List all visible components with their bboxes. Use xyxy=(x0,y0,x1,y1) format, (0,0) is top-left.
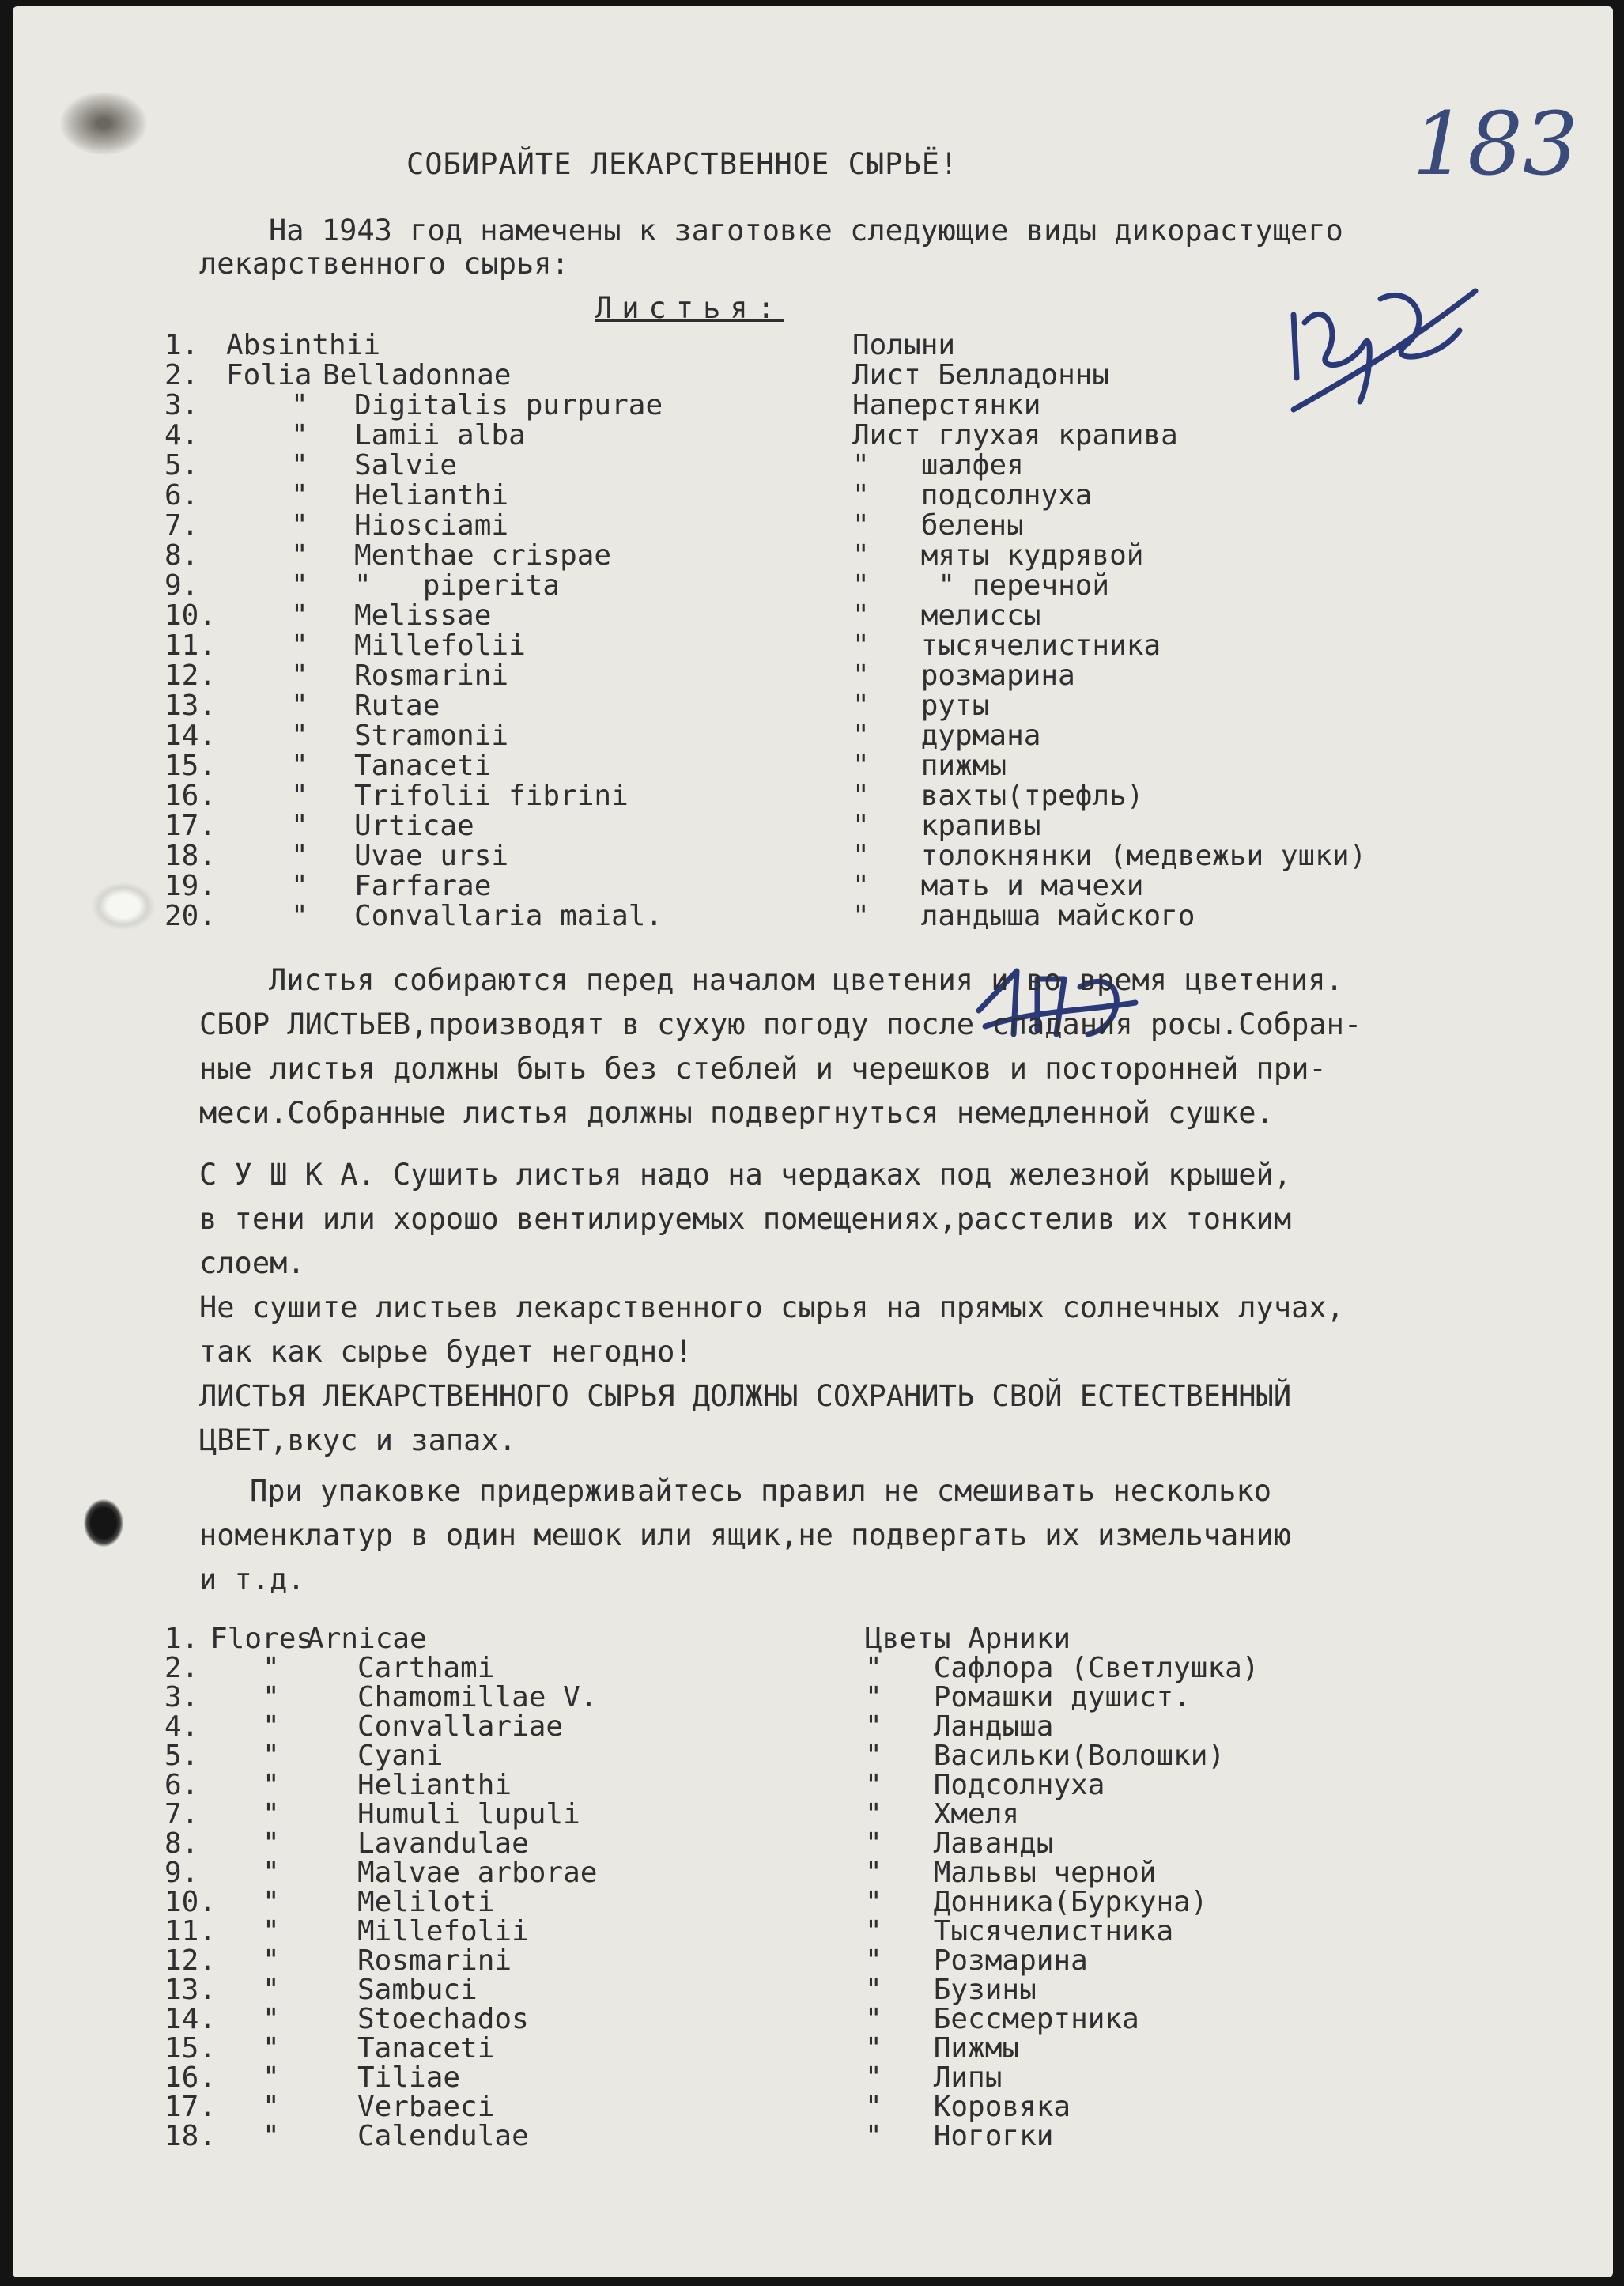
item-latin-name: Convallariae xyxy=(357,1710,564,1743)
item-ditto: " xyxy=(262,1798,280,1831)
item-russian-name: " Донника(Буркуна) xyxy=(865,1886,1208,1918)
item-number: 3. xyxy=(164,1681,199,1714)
item-number: 11. xyxy=(164,629,217,662)
item-latin-name: Verbaeci xyxy=(357,2091,495,2123)
item-number: 15. xyxy=(164,2032,217,2065)
leaves-row xyxy=(13,810,1594,840)
item-number: 6. xyxy=(164,1769,199,1801)
item-number: 3. xyxy=(164,389,199,421)
item-russian-name: " белены xyxy=(852,509,1024,542)
item-number: 19. xyxy=(164,870,217,902)
item-number: 7. xyxy=(164,1798,199,1831)
flowers-row xyxy=(13,1915,1594,1948)
item-latin-name: Uvae ursi xyxy=(354,840,509,872)
item-latin-name: Meliloti xyxy=(357,1886,495,1918)
item-russian-name: " Мальвы черной xyxy=(865,1857,1157,1889)
item-russian-name: " Хмеля xyxy=(865,1798,1020,1831)
item-russian-name: " Ногогки xyxy=(865,2120,1054,2152)
leaves-row xyxy=(13,509,1594,542)
leaves-row xyxy=(13,780,1594,810)
item-latin-name: Rosmarini xyxy=(357,1944,512,1977)
item-ditto: " xyxy=(262,1740,280,1772)
item-russian-name: " розмарина xyxy=(852,659,1075,692)
item-latin-name: Carthami xyxy=(357,1652,495,1684)
item-number: 8. xyxy=(164,539,199,572)
item-latin-name: Calendulae xyxy=(357,2120,529,2152)
item-ditto: " xyxy=(291,449,308,482)
leaves-heading: Листья: xyxy=(595,291,784,325)
item-russian-name: " шалфея xyxy=(852,449,1024,482)
item-number: 12. xyxy=(164,659,217,692)
flowers-row xyxy=(13,2061,1594,2094)
leaves-row xyxy=(13,690,1594,720)
item-number: 12. xyxy=(164,1944,217,1977)
item-number: 1. xyxy=(164,1623,199,1655)
item-russian-name: " ландыша майского xyxy=(852,900,1195,932)
item-ditto: " xyxy=(262,1710,280,1743)
item-russian-name: " Подсолнуха xyxy=(865,1769,1105,1801)
packing-text-1: При упаковке придерживайтесь правил не смешивать несколько xyxy=(250,1474,1272,1508)
intro-line-2: лекарственного сырья: xyxy=(199,247,569,281)
item-latin-name: Trifolii fibrini xyxy=(354,780,629,812)
leaves-row xyxy=(13,870,1594,900)
item-number: 5. xyxy=(164,449,199,482)
item-latin-name: Tiliae xyxy=(357,2061,461,2094)
packing-text-2: номенклатур в один мешок или ящик,не подвергать их измельчанию xyxy=(199,1518,1292,1552)
item-prefix: Folia xyxy=(226,359,312,391)
leaves-row xyxy=(13,599,1594,632)
item-latin-name: Helianthi xyxy=(357,1769,512,1801)
flowers-row xyxy=(13,1798,1594,1831)
item-latin-name: Millefolii xyxy=(357,1915,529,1948)
item-russian-name: " крапивы xyxy=(852,810,1041,842)
item-ditto: " xyxy=(262,1886,280,1918)
item-latin-name: Salvie xyxy=(354,449,458,482)
drying-text-5: так как сырье будет негодно! xyxy=(199,1335,693,1369)
flowers-row xyxy=(13,1857,1594,1887)
item-latin-name: Helianthi xyxy=(354,479,509,512)
leaves-row xyxy=(13,629,1594,662)
item-russian-name: " подсолнуха xyxy=(852,479,1093,512)
item-number: 10. xyxy=(164,1886,217,1918)
item-ditto: " xyxy=(291,419,308,452)
leaves-row xyxy=(13,539,1594,572)
item-ditto: " xyxy=(262,1681,280,1714)
item-ditto: " xyxy=(291,810,308,842)
item-russian-name: " " перечной xyxy=(852,569,1110,602)
flowers-row xyxy=(13,1769,1594,1799)
item-number: 20. xyxy=(164,900,217,932)
item-russian-name: Наперстянки xyxy=(852,389,1041,421)
drying-text-3: слоем. xyxy=(199,1246,305,1280)
item-latin-name: Urticae xyxy=(354,810,474,842)
item-latin-name: Sambuci xyxy=(357,1974,478,2006)
item-latin-name: Rutae xyxy=(354,690,440,722)
ink-stain xyxy=(60,92,147,155)
item-latin-name: Lavandulae xyxy=(357,1827,529,1860)
item-ditto: " xyxy=(291,720,308,752)
item-latin-name: Cyani xyxy=(357,1740,444,1772)
item-number: 18. xyxy=(164,2120,217,2152)
flowers-row xyxy=(13,2032,1594,2065)
flowers-row xyxy=(13,1681,1594,1714)
item-russian-name: " дурмана xyxy=(852,720,1041,752)
drying-text-4: Не сушите листьев лекарственного сырья на прямых солнечных лучах, xyxy=(199,1290,1344,1324)
item-number: 17. xyxy=(164,2091,217,2123)
item-number: 8. xyxy=(164,1827,199,1860)
item-russian-name: " толокнянки (медвежьи ушки) xyxy=(852,840,1367,872)
item-latin-name: Stramonii xyxy=(354,720,509,752)
item-ditto: " xyxy=(262,1769,280,1801)
item-russian-name: Лист Белладонны xyxy=(852,359,1110,391)
item-latin-name: Arnicae xyxy=(307,1623,427,1655)
item-number: 4. xyxy=(164,419,199,452)
item-number: 9. xyxy=(164,1857,199,1889)
item-latin-name: Tanaceti xyxy=(357,2032,495,2065)
item-latin-name: Chamomillae V. xyxy=(357,1681,598,1714)
item-ditto: " xyxy=(291,509,308,542)
leaves-row xyxy=(13,840,1594,870)
item-number: 9. xyxy=(164,569,199,602)
item-ditto: " xyxy=(291,569,308,602)
item-number: 10. xyxy=(164,599,217,632)
item-russian-name: " мяты кудрявой xyxy=(852,539,1144,572)
item-latin-name: Melissae xyxy=(354,599,492,632)
page-number: 183 xyxy=(1412,93,1578,195)
item-latin-name: Rosmarini xyxy=(354,659,509,692)
item-russian-name: " Липы xyxy=(865,2061,1003,2094)
item-number: 15. xyxy=(164,750,217,782)
flowers-row xyxy=(13,2120,1594,2150)
item-latin-name: Menthae crispae xyxy=(354,539,612,572)
leaves-text-3: ные листья должны быть без стеблей и черешков и посторонней при- xyxy=(199,1052,1327,1086)
item-russian-name: " мать и мачехи xyxy=(852,870,1144,902)
item-ditto: " xyxy=(291,389,308,421)
item-ditto: " xyxy=(291,780,308,812)
item-russian-name: Лист глухая крапива xyxy=(852,419,1178,452)
punch-hole xyxy=(84,1499,123,1547)
item-ditto: " xyxy=(291,870,308,902)
item-number: 2. xyxy=(164,359,199,391)
item-russian-name: " Сафлора (Светлушка) xyxy=(865,1652,1260,1684)
item-number: 13. xyxy=(164,690,217,722)
drying-text-1: С У Ш К А. Сушить листья надо на чердаках под железной крышей, xyxy=(199,1158,1292,1192)
item-number: 1. xyxy=(164,329,199,361)
item-latin-name: Tanaceti xyxy=(354,750,492,782)
item-prefix: Absinthii xyxy=(226,329,381,361)
item-latin-name: Millefolii xyxy=(354,629,526,662)
flowers-row xyxy=(13,1652,1594,1682)
item-russian-name: " Ландыша xyxy=(865,1710,1054,1743)
item-russian-name: Цветы Арники xyxy=(865,1623,1071,1655)
item-ditto: " xyxy=(291,690,308,722)
item-ditto: " xyxy=(262,1857,280,1889)
flowers-row xyxy=(13,2003,1594,2033)
item-latin-name: Belladonnae xyxy=(323,359,512,391)
item-number: 7. xyxy=(164,509,199,542)
item-ditto: " xyxy=(262,2061,280,2094)
item-ditto: " xyxy=(262,1827,280,1860)
item-russian-name: " руты xyxy=(852,690,990,722)
item-ditto: " xyxy=(262,2120,280,2152)
item-ditto: " xyxy=(291,599,308,632)
leaves-text-1: Листья собираются перед началом цветения и во время цветения. xyxy=(269,963,1343,997)
item-ditto: " xyxy=(291,629,308,662)
leaves-row xyxy=(13,479,1594,512)
item-ditto: " xyxy=(262,2032,280,2065)
flowers-row xyxy=(13,1740,1594,1770)
leaves-text-4: меси.Собранные листья должны подвергнуться немедленной сушке. xyxy=(199,1096,1274,1130)
item-russian-name: " Коровяка xyxy=(865,2091,1071,2123)
packing-text-3: и т.д. xyxy=(199,1562,305,1596)
item-number: 14. xyxy=(164,720,217,752)
flowers-row xyxy=(13,1623,1594,1653)
leaves-row xyxy=(13,900,1594,930)
item-number: 2. xyxy=(164,1652,199,1684)
item-number: 11. xyxy=(164,1915,217,1948)
leaves-row xyxy=(13,750,1594,780)
item-number: 5. xyxy=(164,1740,199,1772)
item-ditto: " xyxy=(291,750,308,782)
item-russian-name: " Лаванды xyxy=(865,1827,1054,1860)
item-number: 4. xyxy=(164,1710,199,1743)
item-ditto: " xyxy=(291,659,308,692)
item-ditto: " xyxy=(262,1652,280,1684)
item-russian-name: " Ромашки душист. xyxy=(865,1681,1191,1714)
item-number: 14. xyxy=(164,2003,217,2035)
leaves-row xyxy=(13,569,1594,602)
leaves-text-2: СБОР ЛИСТЬЕВ,производят в сухую погоду после спадания росы.Собран- xyxy=(199,1007,1362,1041)
leaves-row xyxy=(13,659,1594,690)
item-ditto: " xyxy=(291,840,308,872)
item-latin-name: Lamii alba xyxy=(354,419,526,452)
item-number: 16. xyxy=(164,2061,217,2094)
item-ditto: " xyxy=(262,1915,280,1948)
item-number: 18. xyxy=(164,840,217,872)
flowers-row xyxy=(13,1710,1594,1743)
item-russian-name: " вахты(трефль) xyxy=(852,780,1144,812)
item-ditto: " xyxy=(262,1974,280,2006)
item-latin-name: Farfarae xyxy=(354,870,492,902)
leaves-row xyxy=(13,720,1594,750)
flowers-row xyxy=(13,1886,1594,1916)
flowers-row xyxy=(13,1974,1594,2004)
item-russian-name: " Бузины xyxy=(865,1974,1037,2006)
item-latin-name: Convallaria maial. xyxy=(354,900,663,932)
item-russian-name: " мелиссы xyxy=(852,599,1041,632)
item-russian-name: " пижмы xyxy=(852,750,1007,782)
drying-text-6: ЛИСТЬЯ ЛЕКАРСТВЕННОГО СЫРЬЯ ДОЛЖНЫ СОХРАНИТЬ СВОЙ ЕСТЕСТВЕННЫЙ xyxy=(199,1379,1292,1413)
item-russian-name: " Розмарина xyxy=(865,1944,1088,1977)
flowers-row xyxy=(13,2091,1594,2121)
item-number: 6. xyxy=(164,479,199,512)
item-prefix: Flores xyxy=(210,1623,314,1655)
item-number: 17. xyxy=(164,810,217,842)
item-ditto: " xyxy=(291,539,308,572)
item-latin-name: Hiosciami xyxy=(354,509,509,542)
item-russian-name: Полыни xyxy=(852,329,956,361)
item-latin-name: Malvae arborae xyxy=(357,1857,598,1889)
item-number: 13. xyxy=(164,1974,217,2006)
flowers-row xyxy=(13,1827,1594,1860)
item-latin-name: " piperita xyxy=(354,569,561,602)
item-ditto: " xyxy=(291,479,308,512)
item-russian-name: " Пижмы xyxy=(865,2032,1020,2065)
handwritten-mark xyxy=(1278,267,1483,425)
item-russian-name: " Бессмертника xyxy=(865,2003,1139,2035)
item-russian-name: " Васильки(Волошки) xyxy=(865,1740,1226,1772)
item-ditto: " xyxy=(262,2091,280,2123)
item-russian-name: " тысячелистника xyxy=(852,629,1161,662)
item-latin-name: Stoechados xyxy=(357,2003,529,2035)
item-ditto: " xyxy=(291,900,308,932)
intro-line-1: На 1943 год намечены к заготовке следующие виды дикорастущего xyxy=(269,213,1343,247)
drying-text-2: в тени или хорошо вентилируемых помещениях,расстелив их тонким xyxy=(199,1202,1292,1236)
document-page xyxy=(13,6,1613,2277)
item-latin-name: Humuli lupuli xyxy=(357,1798,580,1831)
item-number: 16. xyxy=(164,780,217,812)
drying-text-7: ЦВЕТ,вкус и запах. xyxy=(199,1423,516,1457)
flowers-row xyxy=(13,1944,1594,1977)
item-ditto: " xyxy=(262,2003,280,2035)
item-latin-name: Digitalis purpurae xyxy=(354,389,663,421)
item-russian-name: " Тысячелистника xyxy=(865,1915,1174,1948)
item-ditto: " xyxy=(262,1944,280,1977)
leaves-row xyxy=(13,449,1594,482)
page-title: СОБИРАЙТЕ ЛЕКАРСТВЕННОЕ СЫРЬЁ! xyxy=(406,147,959,181)
